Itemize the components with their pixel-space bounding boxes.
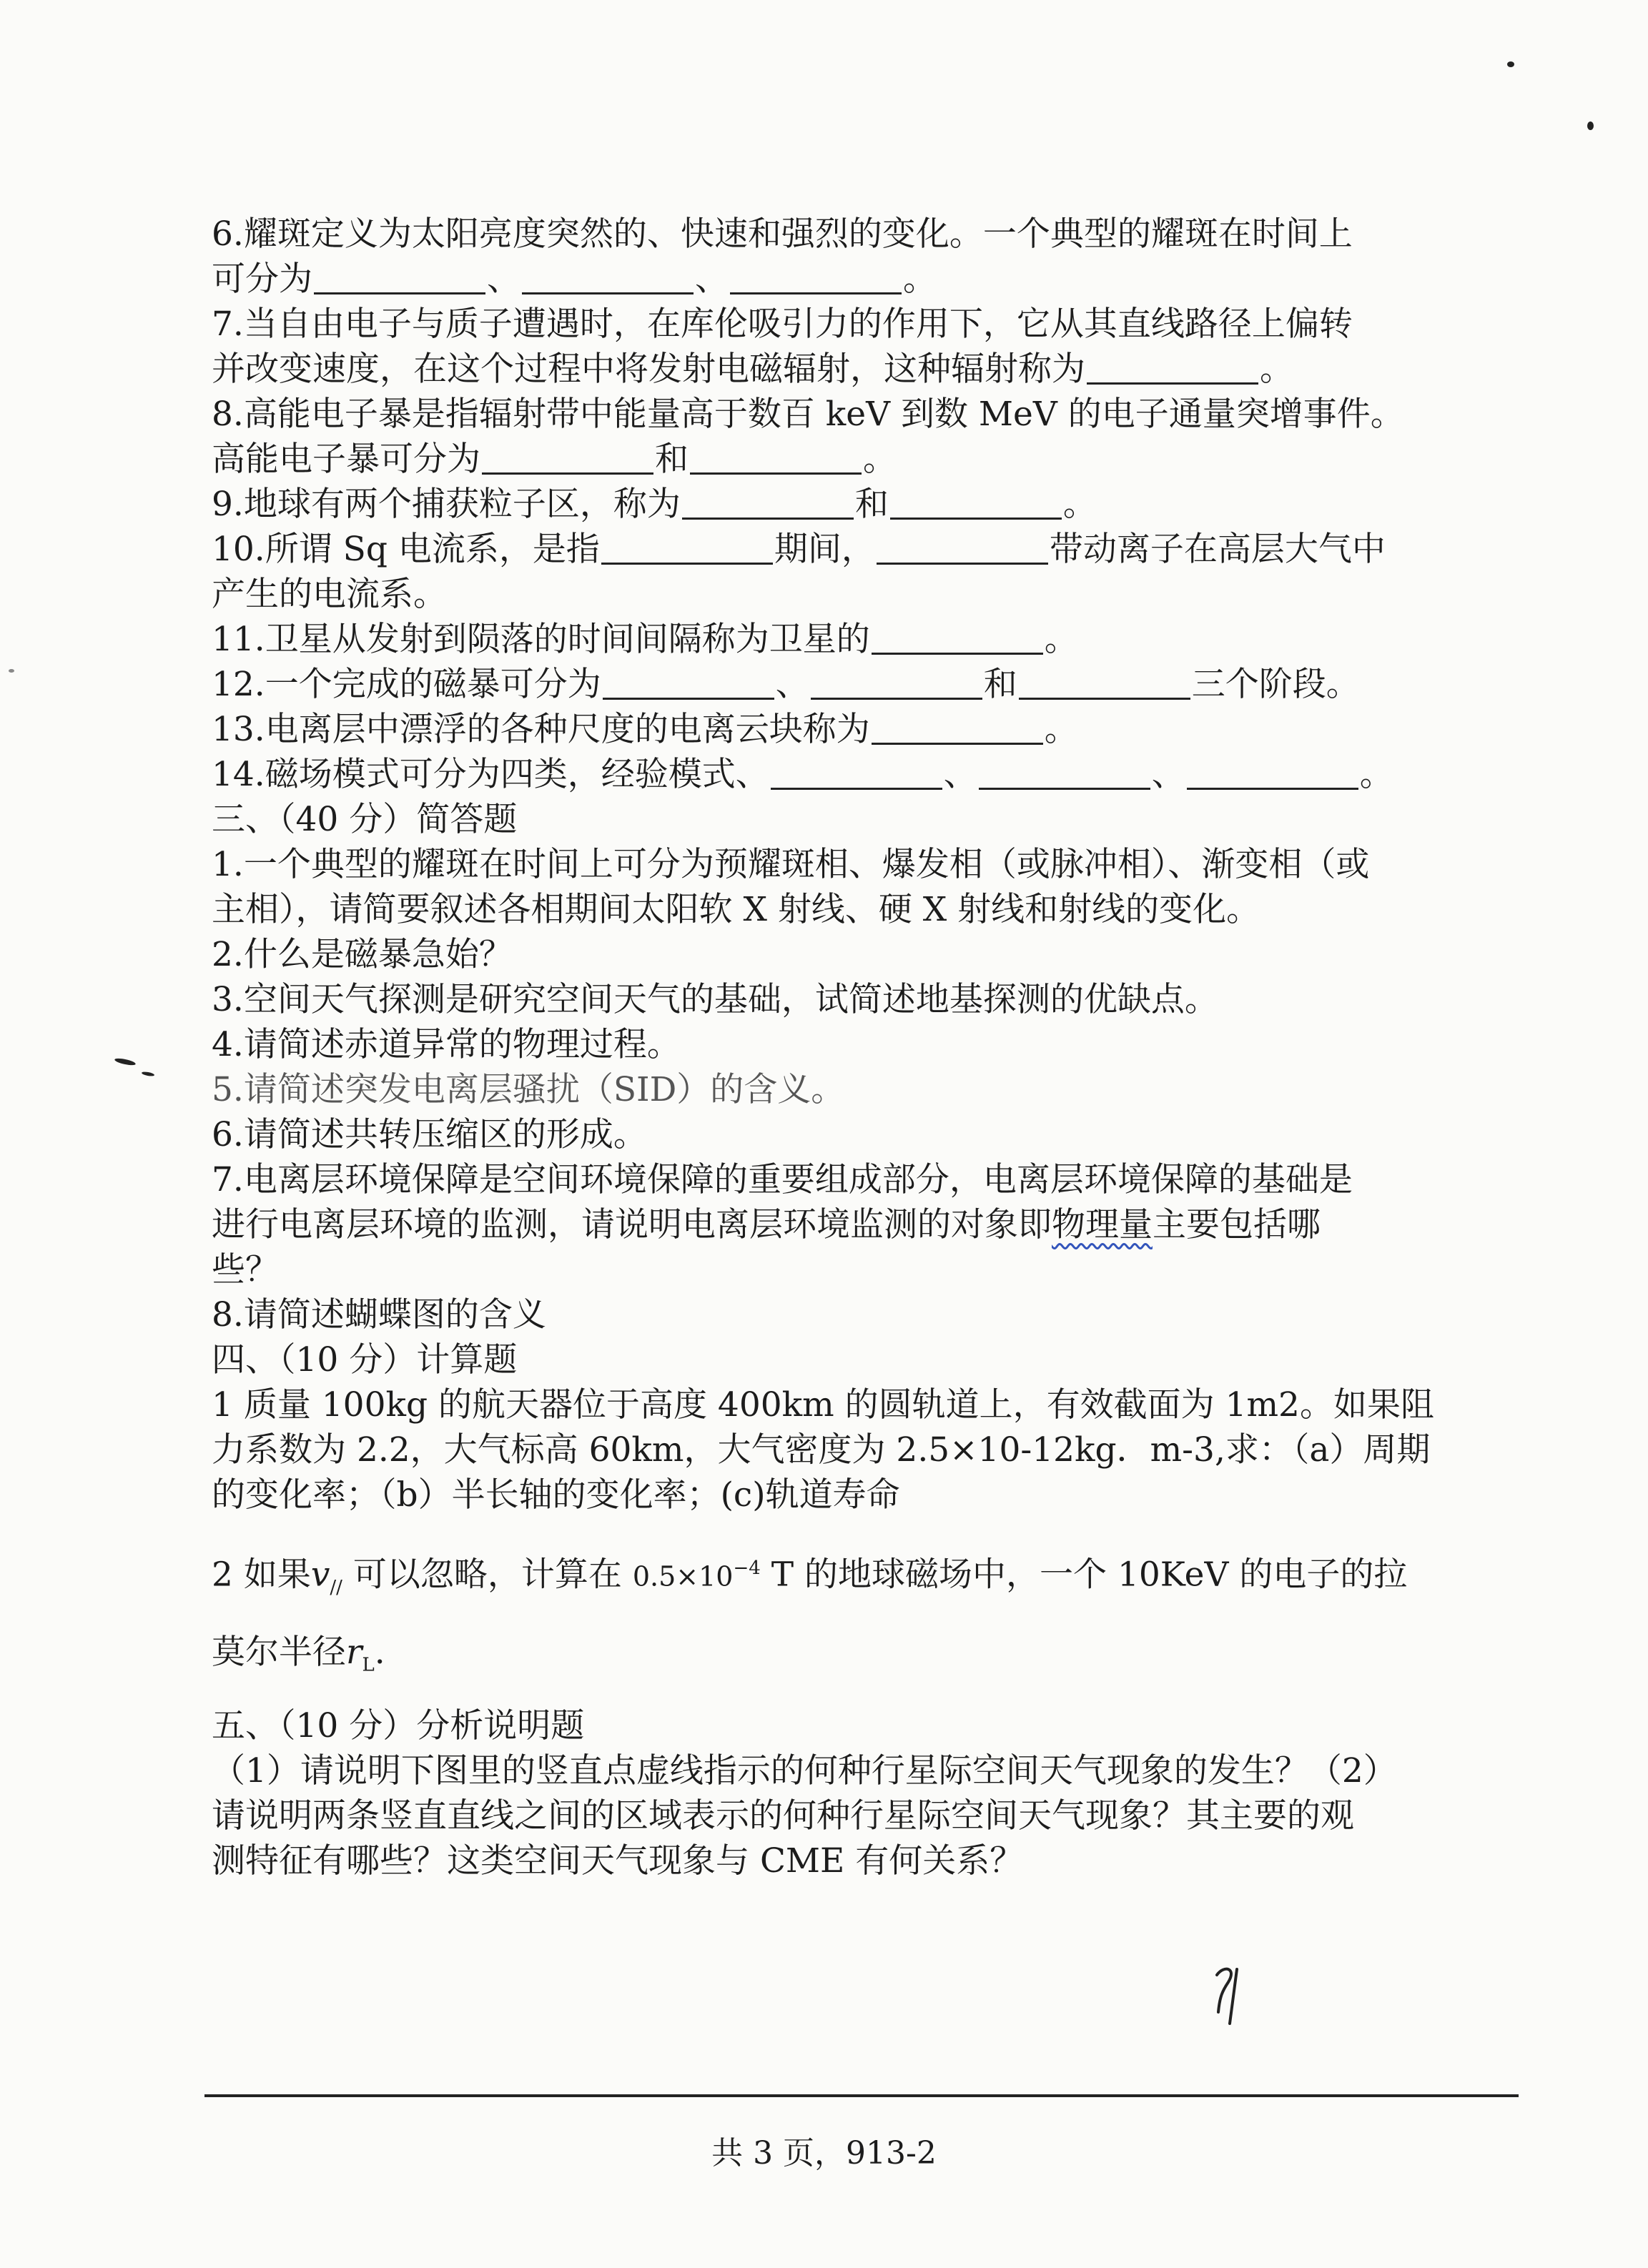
scan-speck [142, 1071, 155, 1076]
answer-blank [1087, 351, 1258, 385]
s5-line2: 请说明两条竖直直线之间的区域表示的何种行星际空间天气现象？其主要的观 [212, 1796, 1354, 1836]
s3-q7-line2: 进行电离层环境的监测，请说明电离层环境监测的对象即物理量主要包括哪 [212, 1205, 1321, 1244]
q10-line1: 10.所谓 Sq 电流系，是指 期间， 带动离子在高层大气中 [212, 530, 1386, 569]
s5-line3: 测特征有哪些？这类空间天气现象与 CME 有何关系？ [212, 1841, 1024, 1881]
spacer [212, 1675, 1456, 1703]
q6-line2: 可分为 、 、 。 [212, 259, 937, 299]
answer-blank [682, 486, 854, 520]
scan-speck [1507, 61, 1514, 67]
answer-blank [979, 756, 1150, 790]
q8-line2: 高能电子暴可分为 和 。 [212, 440, 897, 479]
s4-q1-line1: 1 质量 100kg 的航天器位于高度 400km 的圆轨道上，有效截面为 1m2。如果阻 [212, 1385, 1434, 1425]
q12-line: 12.一个完成的磁暴可分为 、 和 三个阶段。 [212, 665, 1360, 704]
q8-line1: 8.高能电子暴是指辐射带中能量高于数百 keV 到数 MeV 的电子通量突增事件。 [212, 395, 1404, 434]
answer-blank [872, 711, 1043, 745]
answer-blank [1187, 756, 1358, 790]
scan-speck [1587, 122, 1594, 130]
scan-speck [114, 1057, 137, 1066]
answer-blank [690, 441, 862, 475]
s3-q4: 4.请简述赤道异常的物理过程。 [212, 1025, 681, 1064]
q14-line: 14.磁场模式可分为四类，经验模式、 、 、 。 [212, 755, 1393, 794]
handwritten-mark [1208, 1962, 1251, 2026]
answer-blank [771, 756, 942, 790]
answer-blank [877, 531, 1048, 565]
s3-q7-line1: 7.电离层环境保障是空间环境保障的重要组成部分，电离层环境保障的基础是 [212, 1160, 1353, 1199]
answer-blank [522, 261, 694, 294]
s3-q1-line1: 1.一个典型的耀斑在时间上可分为预耀斑相、爆发相（或脉冲相）、渐变相（或 [212, 845, 1370, 884]
q10-line2: 产生的电流系。 [212, 575, 447, 614]
spacer [212, 1517, 1456, 1546]
q7-line2: 并改变速度，在这个过程中将发射电磁辐射，这种辐射称为 。 [212, 350, 1293, 389]
answer-blank [890, 486, 1062, 520]
section-3-heading: 三、（40 分）简答题 [212, 800, 518, 839]
s4-q1-line3: 的变化率；（b）半长轴的变化率；(c)轨道寿命 [212, 1475, 900, 1515]
scan-speck [9, 669, 14, 673]
s3-q3: 3.空间天气探测是研究空间天气的基础，试简述地基探测的优缺点。 [212, 980, 1218, 1019]
answer-blank [482, 441, 653, 475]
s5-line1: （1）请说明下图里的竖直点虚线指示的何种行星际空间天气现象的发生？（2） [212, 1751, 1397, 1791]
q13-line: 13.电离层中漂浮的各种尺度的电离云块称为 。 [212, 710, 1078, 749]
s3-q7-line3: 些？ [212, 1250, 279, 1289]
s3-q6: 6.请简述共转压缩区的形成。 [212, 1115, 647, 1154]
answer-blank [811, 666, 982, 700]
section-4-heading: 四、（10 分）计算题 [212, 1340, 518, 1380]
answer-blank [314, 261, 485, 294]
answer-blank [872, 621, 1043, 655]
page-footer: 共 3 页，913-2 [711, 2135, 937, 2172]
s3-q5: 5.请简述突发电离层骚扰（SID）的含义。 [212, 1070, 845, 1109]
q11-line: 11.卫星从发射到陨落的时间间隔称为卫星的 。 [212, 620, 1078, 659]
exam-content [212, 212, 1456, 1883]
s4-q1-line2: 力系数为 2.2，大气标高 60km，大气密度为 2.5×10-12kg．m-3,求：（a）周期 [212, 1430, 1431, 1470]
q7-line1: 7.当自由电子与质子遭遇时，在库伦吸引力的作用下，它从其直线路径上偏转 [212, 304, 1353, 344]
section-5-heading: 五、（10 分）分析说明题 [212, 1706, 585, 1745]
s4-q2-line2: 莫尔半径$r_L$. [212, 1633, 385, 1676]
footer-divider [204, 2094, 1519, 2097]
answer-blank [730, 261, 902, 294]
q9-line: 9.地球有两个捕获粒子区，称为 和 。 [212, 485, 1097, 524]
s3-q8: 8.请简述蝴蝶图的含义 [212, 1295, 546, 1334]
underlined-term: 物理量 [1052, 1205, 1153, 1244]
spacer [212, 1591, 1456, 1630]
answer-blank [603, 666, 774, 700]
answer-blank [601, 531, 773, 565]
q6-line1: 6.耀斑定义为太阳亮度突然的、快速和强烈的变化。一个典型的耀斑在时间上 [212, 214, 1353, 254]
s3-q2: 2.什么是磁暴急始？ [212, 935, 513, 974]
answer-blank [1019, 666, 1190, 700]
s4-q2-line1: 2 如果$v_{//}$ 可以忽略，计算在 $0.5\times 10^{-4}$ T 的地球磁场中，一个 10KeV 的电子的拉 [212, 1555, 1408, 1599]
s3-q1-line2: 主相），请简要叙述各相期间太阳软 X 射线、硬 X 射线和射线的变化。 [212, 890, 1260, 929]
